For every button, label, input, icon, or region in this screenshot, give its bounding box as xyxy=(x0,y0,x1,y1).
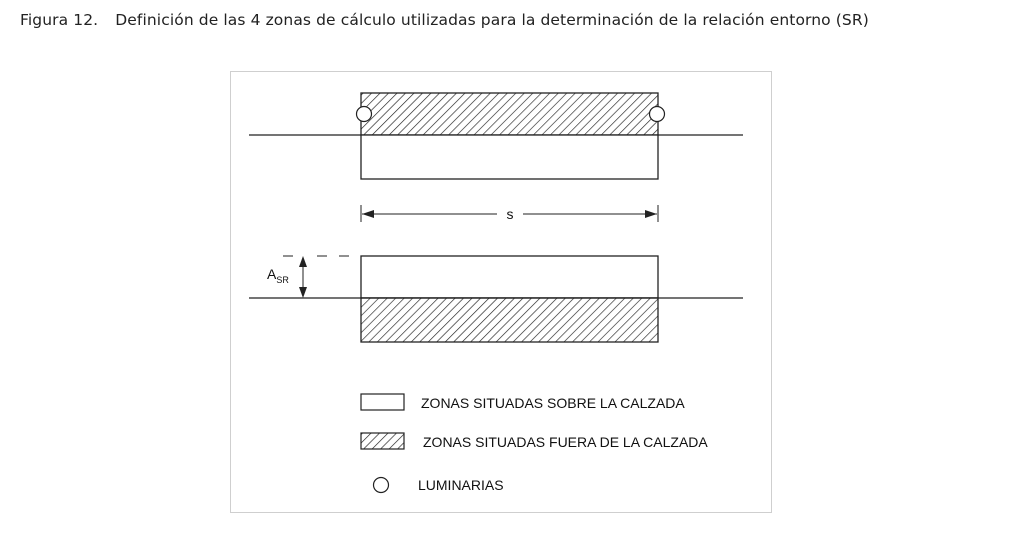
legend xyxy=(361,394,708,493)
caption-text: Definición de las 4 zonas de cálculo utilizadas para la determinación de la relación entorno (SR) xyxy=(115,11,869,29)
caption-number: Figura 12. xyxy=(20,11,99,29)
legend-road-zone-label: ZONAS SITUADAS SOBRE LA CALZADA xyxy=(421,395,685,411)
luminaire-left xyxy=(357,107,372,122)
lower-off-road-zone xyxy=(361,298,658,342)
diagram-frame xyxy=(230,71,772,513)
luminaire-right xyxy=(650,107,665,122)
legend-luminaire-symbol xyxy=(374,478,389,493)
spacing-dimension xyxy=(361,205,658,222)
asr-dimension xyxy=(267,256,349,298)
upper-off-road-zone xyxy=(361,93,658,135)
legend-off-road-zone-label: ZONAS SITUADAS FUERA DE LA CALZADA xyxy=(423,434,708,450)
lower-road-zone xyxy=(361,256,658,298)
legend-road-zone-symbol xyxy=(361,394,404,410)
legend-off-road-zone-symbol xyxy=(361,433,404,449)
legend-luminaire-label: LUMINARIAS xyxy=(418,477,504,493)
zones-diagram xyxy=(231,72,773,514)
spacing-label: s xyxy=(506,206,514,222)
figure-caption xyxy=(20,11,869,29)
upper-road-zone xyxy=(361,135,658,179)
asr-label: $A_{SR}$ xyxy=(267,266,289,285)
